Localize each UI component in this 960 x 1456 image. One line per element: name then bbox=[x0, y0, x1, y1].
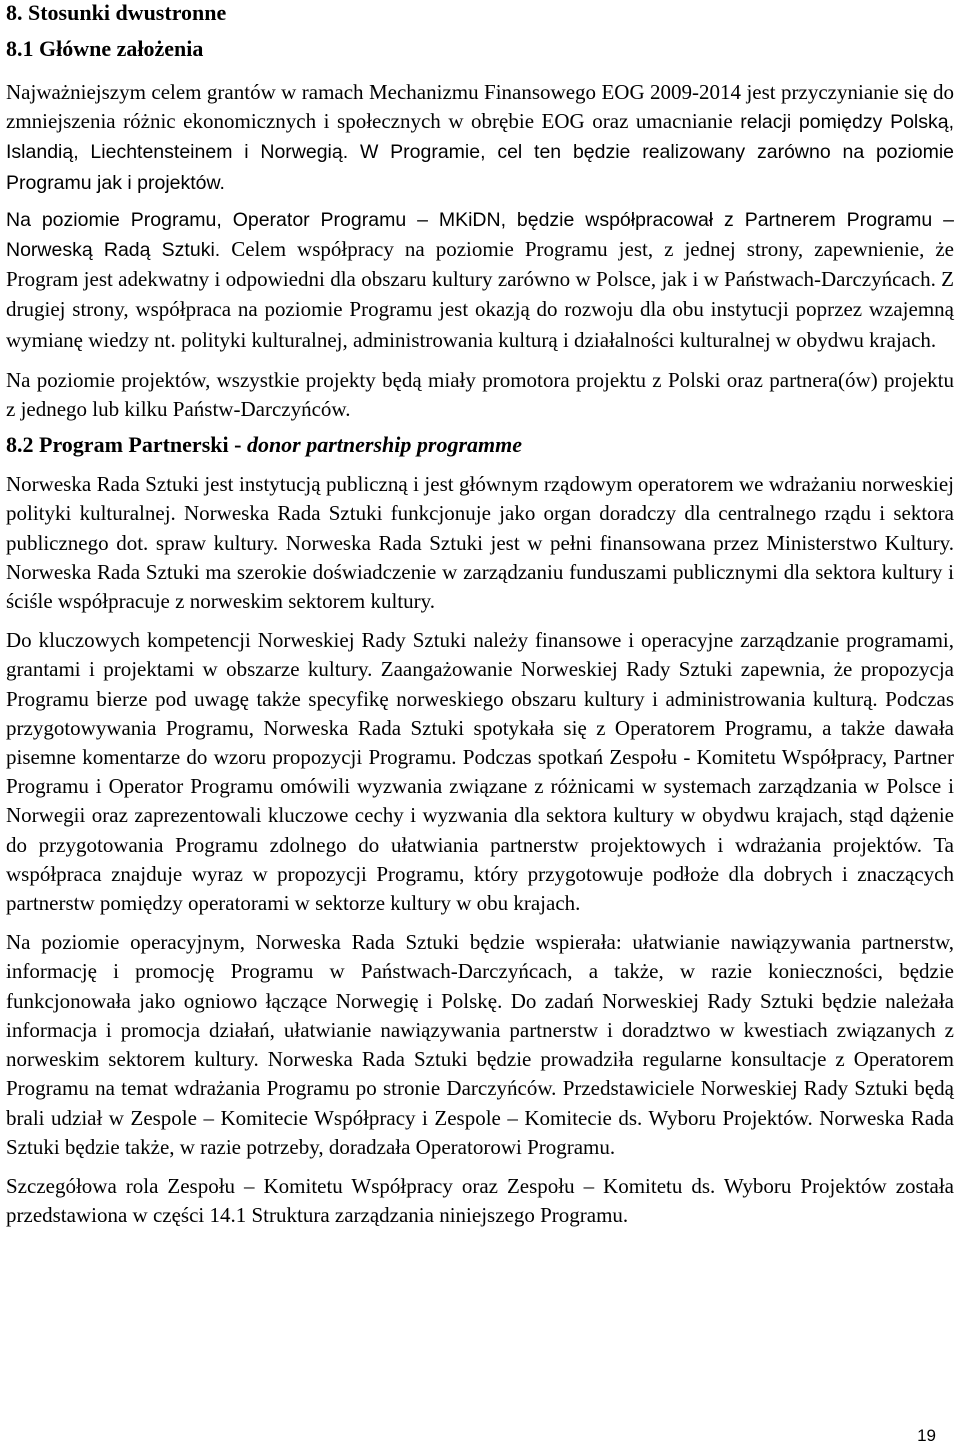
subsection-heading-8-2 bbox=[6, 432, 954, 458]
paragraph-8-1-2 bbox=[6, 206, 954, 356]
paragraph-8-1-1-sans-part: relacji pomiędzy Polską, Islandią, Liechtensteinem i Norwegią. W Programie, cel ten będzie realizowany zarówno na poziomie Programu jak i projektów. bbox=[6, 111, 955, 194]
document-page bbox=[6, 0, 954, 1230]
subsection-heading-8-2-number: 8.2 bbox=[6, 432, 34, 458]
paragraph-8-1-1-serif-part: Najważniejszym celem grantów w ramach Mechanizmu Finansowego EOG 2009-2014 jest przyczynianie się do zmniejszenia różnic ekonomicznych i społecznych w obrębie EOG oraz umacnianie bbox=[6, 80, 954, 134]
page-number: 19 bbox=[917, 1426, 936, 1445]
paragraph-8-1-2-sans-part: Na poziomie Programu, Operator Programu – MKiDN, będzie współpracował z Partnerem Programu – Norweską Radą Sztuki. bbox=[6, 208, 954, 262]
paragraph-8-2-3: Na poziomie operacyjnym, Norweska Rada Sztuki będzie wspierała: ułatwianie nawiązywania partnerstw, informację i promocję Programu w Państwach-Darczyńcach, a także, w razie konieczności, będzie funkcjonowała jako ogniowo łączące Norwegię i Polskę. Do zadań Norweskiej Rady Sztuki będzie należała informacja i promocja działań, ułatwianie nawiązywania partnerstw i doradztwo w kwestiach związanych z norweskim sektorem kultury. Norweska Rada Sztuki będzie prowadziła regularne konsultacje z Operatorem Programu na temat wdrażania Programu po stronie Darczyńców. Przedstawiciele Norweskiej Rady Sztuki będą brali udział w Zespole – Komitecie Współpracy i Zespole – Komitecie ds. Wyboru Projektów. Norweska Rada Sztuki będzie także, w razie potrzeby, doradzała Operatorowi Programu. bbox=[6, 930, 954, 1159]
paragraph-8-1-1 bbox=[6, 78, 954, 198]
section-heading: 8. Stosunki dwustronne bbox=[6, 0, 227, 25]
paragraph-8-2-2: Do kluczowych kompetencji Norweskiej Rady Sztuki należy finansowe i operacyjne zarządzanie programami, grantami i projektami w obszarze kultury. Zaangażowanie Norweskiej Rady Sztuki zapewnia, że propozycja Programu bierze pod uwagę także specyfikę norweskiego obszaru kultury i administrowania kulturą. Podczas przygotowywania Programu, Norweska Rada Sztuki spotykała się z Operatorem Programu, a także dawała pisemne komentarze do wzoru propozycji Programu. Podczas spotkań Zespołu - Komitetu Współpracy, Partner Programu i Operator Programu omówili wyzwania związane z różnicami w systemach zarządzania w Polsce i Norwegii oraz zaprezentowali kluczowe cechy i wyzwania dla sektora kultury w obydwu krajach, stąd dążenie do przygotowania Programu zdolnego do ułatwiania partnerstw projektowych i wdrażania projektów. Ta współpraca znajduje wyraz w propozycji Programu, który przygotowuje podłoże dla dobrych i znaczących partnerstw pomiędzy operatorami w sektorze kultury w obu krajach. bbox=[6, 628, 954, 916]
paragraph-8-2-4: Szczegółowa rola Zespołu – Komitetu Współpracy oraz Zespołu – Komitetu ds. Wyboru Projektów została przedstawiona w części 14.1 Struktura zarządzania niniejszego Programu. bbox=[6, 1173, 954, 1228]
subsection-heading-8-2-italic: donor partnership programme bbox=[246, 432, 522, 458]
paragraph-8-1-2-serif-part: Celem współpracy na poziomie Programu jest, z jednej strony, zapewnienie, że Program jest adekwatny i odpowiedni dla obszaru kultury zarówno w Polsce, jak i w Państwach-Darczyńcach. Z drugiej strony, współpraca na poziomie Programu jest okazją do rozwoju dla obu instytucji poprzez wzajemną wymianę wiedzy nt. polityki kulturalnej, administrowania kulturą i działalności kulturalnej w obydwu krajach. bbox=[6, 237, 955, 352]
subsection-heading-8-2-text: Program Partnerski - bbox=[33, 432, 247, 458]
paragraph-8-2-1: Norweska Rada Sztuki jest instytucją publiczną i jest głównym rządowym operatorem we wdrażaniu norweskiej polityki kulturalnej. Norweska Rada Sztuki funkcjonuje jako organ doradczy dla centralnego rządu i sektora publicznego dot. spraw kultury. Norweska Rada Sztuki jest w pełni finansowana przez Ministerstwo Kultury. Norweska Rada Sztuki ma szerokie doświadczenie w zarządzaniu funduszami publicznymi dla sektora kultury i ściśle współpracuje z norweskim sektorem kultury. bbox=[6, 472, 954, 614]
subsection-heading-8-1: 8.1 Główne założenia bbox=[6, 36, 204, 61]
paragraph-8-1-3: Na poziomie projektów, wszystkie projekty będą miały promotora projektu z Polski oraz partnera(ów) projektu z jednego lub kilku Państw-Darczyńców. bbox=[6, 367, 954, 422]
